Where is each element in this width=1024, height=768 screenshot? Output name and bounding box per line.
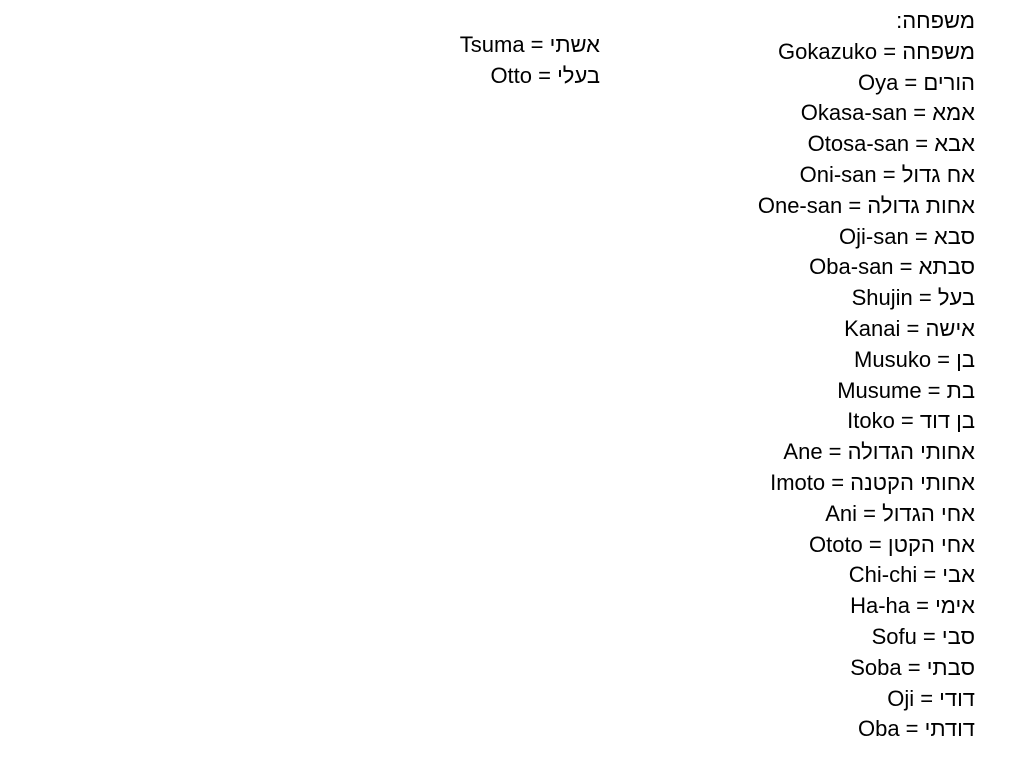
- list-item: Shujin = בעל: [851, 285, 975, 311]
- spouse-vocabulary-list: [360, 30, 600, 92]
- list-item: Ani = אחי הגדול: [825, 500, 975, 526]
- list-item: Oya = הורים: [857, 69, 975, 95]
- list-item: Ha-ha = אימי: [850, 593, 975, 619]
- family-vocabulary-list: [655, 6, 975, 745]
- list-item: One-san = אחות גדולה: [757, 192, 975, 218]
- list-item: Kanai = אישה: [844, 315, 975, 341]
- list-item: Ototo = אחי הקטן: [808, 531, 975, 557]
- list-item: Okasa-san = אמא: [800, 100, 975, 126]
- list-item: Oba = דודתי: [857, 716, 975, 742]
- list-item: Imoto = אחותי הקטנה: [770, 469, 975, 495]
- list-item: Chi-chi = אבי: [848, 562, 975, 588]
- list-item: Otto = בעלי: [490, 62, 600, 88]
- list-item: Itoko = בן דוד: [847, 408, 975, 434]
- list-item: Ane = אחותי הגדולה: [783, 439, 975, 465]
- list-item: Soba = סבתי: [850, 654, 975, 680]
- list-item: Gokazuko = משפחה: [778, 38, 975, 64]
- list-item: Musume = בת: [837, 377, 975, 403]
- list-heading: משפחה:: [896, 8, 975, 33]
- list-item: Musuko = בן: [854, 346, 975, 372]
- list-item: Oji-san = סבא: [839, 223, 975, 249]
- list-item: Tsuma = אשתי: [459, 32, 600, 57]
- list-item: Sofu = סבי: [871, 623, 975, 649]
- list-item: Oji = דודי: [887, 685, 975, 711]
- list-item: Oba-san = סבתא: [809, 254, 975, 280]
- list-item: Otosa-san = אבא: [807, 131, 975, 157]
- list-item: Oni-san = אח גדול: [799, 161, 975, 187]
